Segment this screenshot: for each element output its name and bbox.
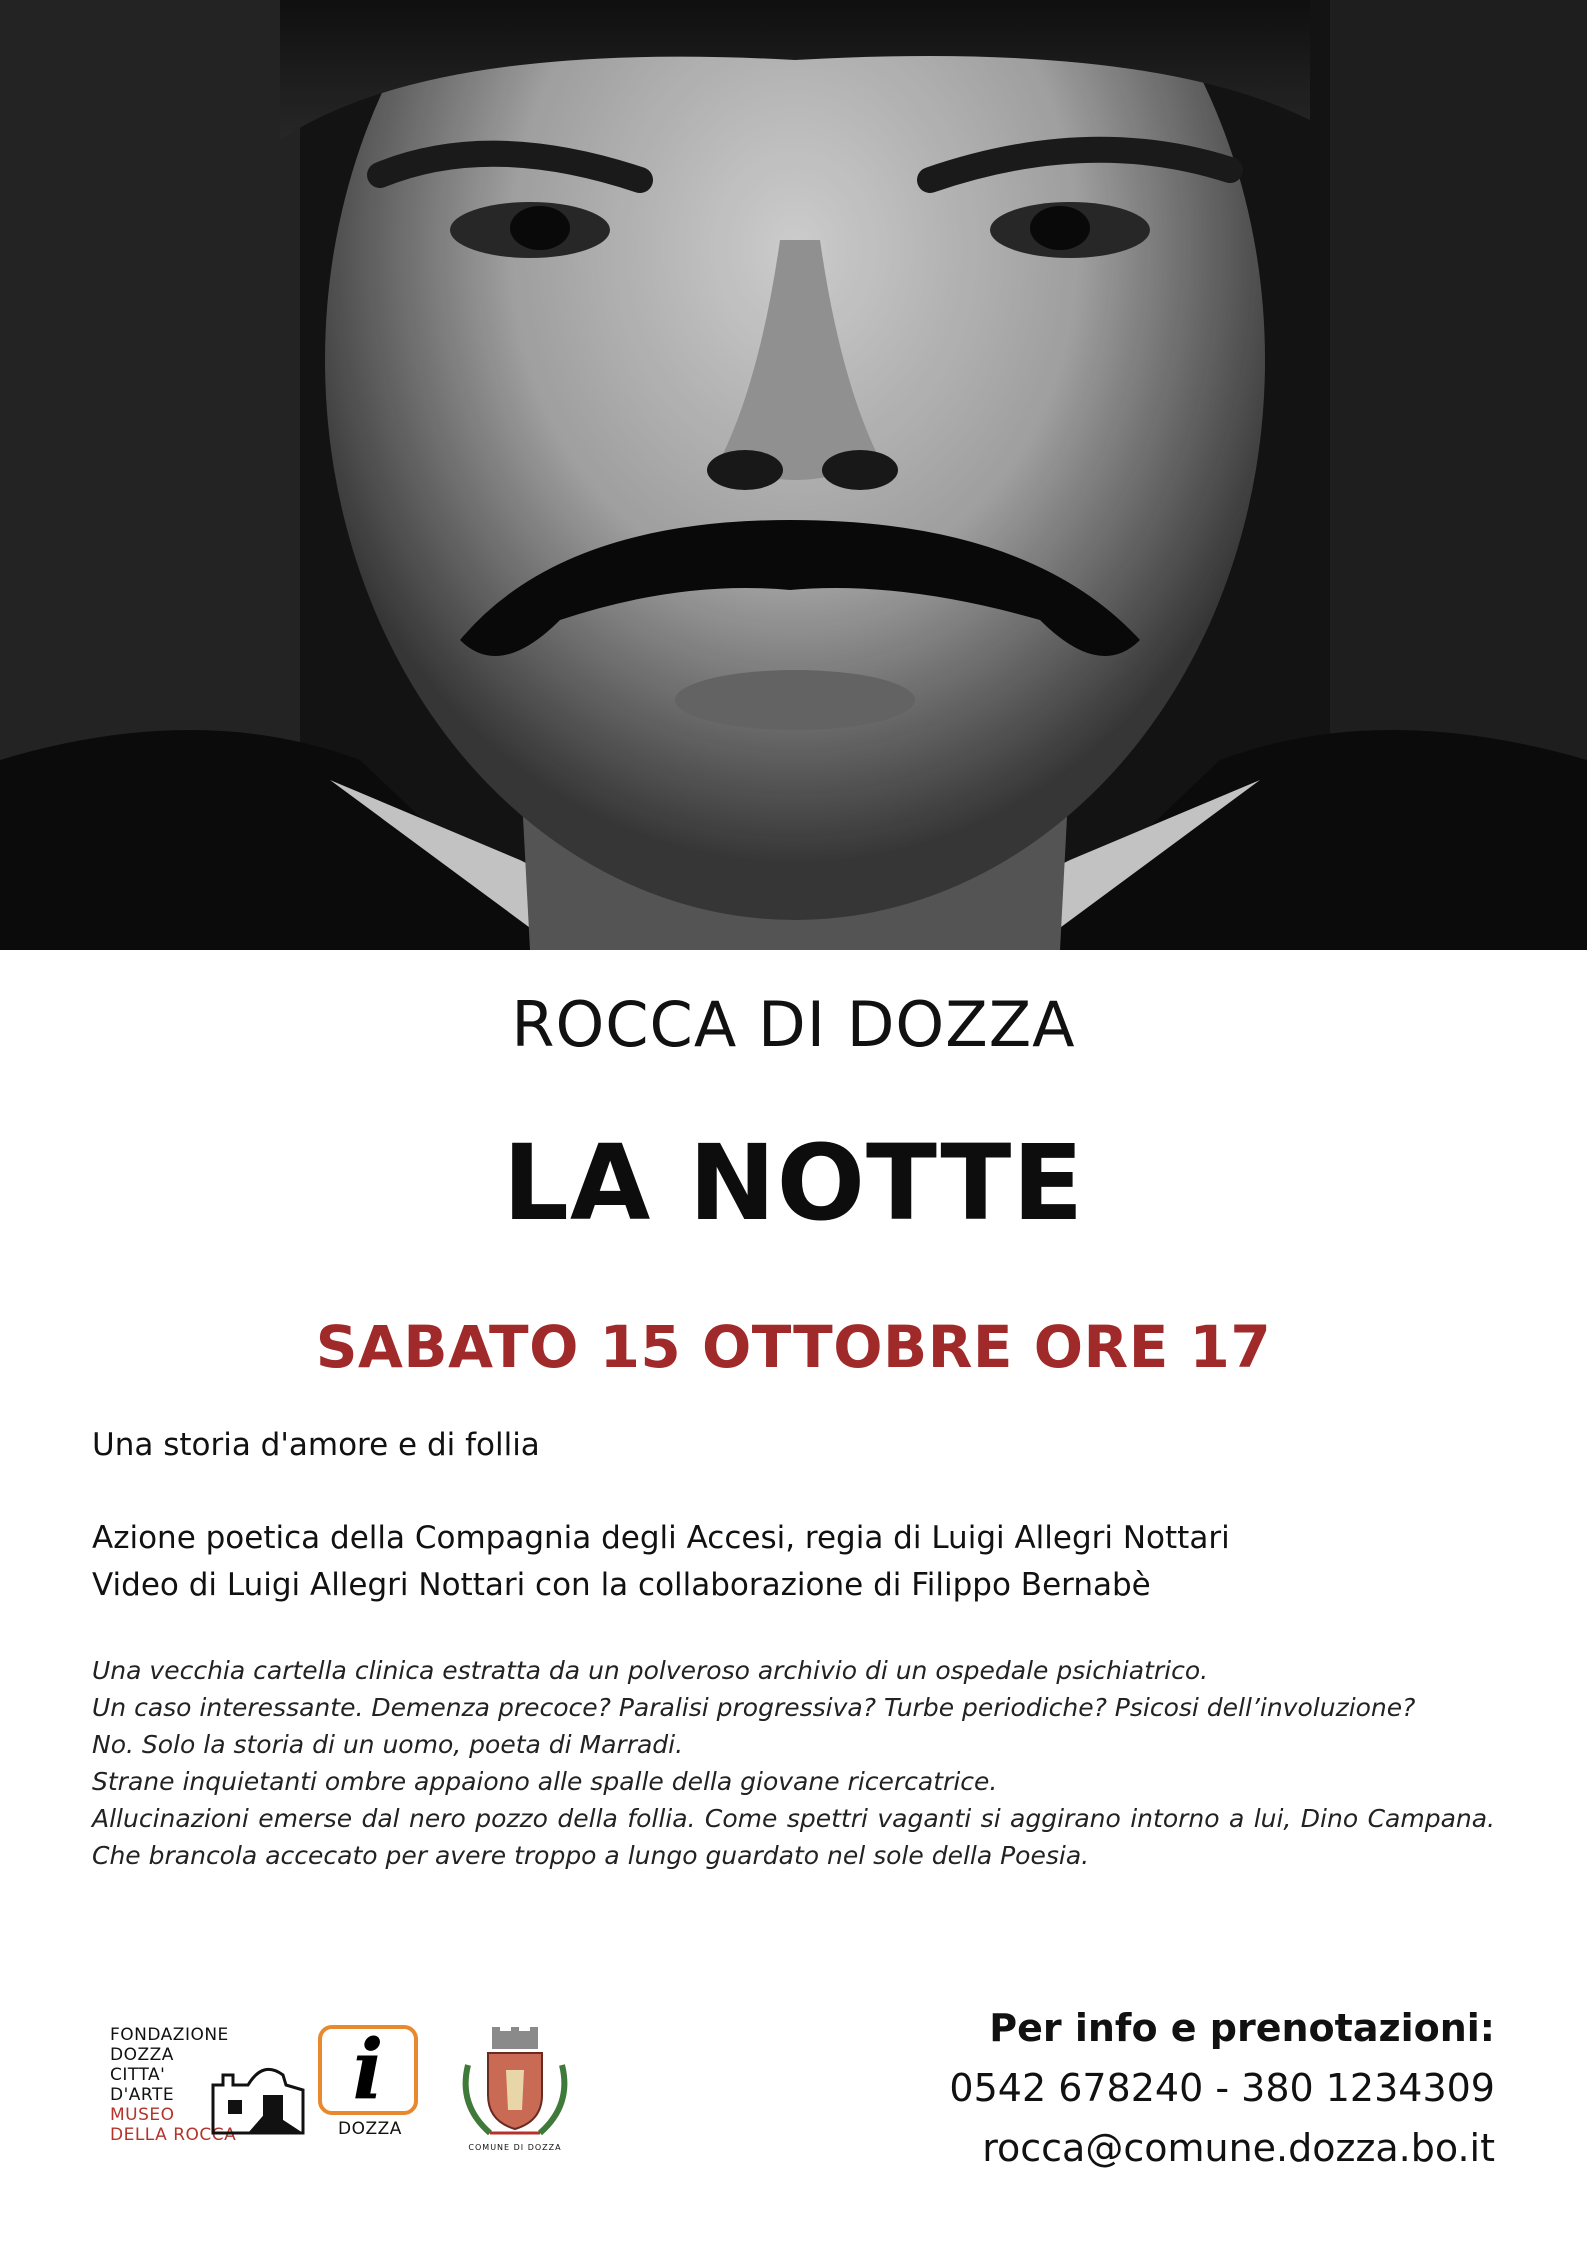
fondazione-line: FONDAZIONE — [110, 2025, 229, 2045]
museo-line: MUSEO — [110, 2105, 175, 2125]
info-icon — [318, 2022, 418, 2118]
tagline: Una storia d'amore e di follia — [92, 1427, 540, 1463]
contact-email[interactable]: rocca@comune.dozza.bo.it — [982, 2126, 1495, 2170]
info-point-label: DOZZA — [338, 2119, 402, 2139]
fondazione-line: CITTA' — [110, 2065, 166, 2085]
fondazione-line: DOZZA — [110, 2045, 174, 2065]
museo-line: DELLA ROCCA — [110, 2125, 237, 2145]
credit-line: Video di Luigi Allegri Nottari con la collaborazione di Filippo Bernabè — [92, 1567, 1151, 1603]
portrait-photo — [0, 0, 1587, 950]
info-letter: i — [352, 2022, 384, 2118]
info-point-logo — [318, 2022, 422, 2139]
fondazione-logo — [110, 2025, 310, 2145]
synopsis-line: Allucinazioni emerse dal nero pozzo della follia. Come spettri vaganti si aggirano intorno a lui, Dino Campana. Che brancola accecato per avere troppo a lungo guardato nel sole della Poesia. — [92, 1804, 1495, 1870]
synopsis-line: Un caso interessante. Demenza precoce? Paralisi progressiva? Turbe periodiche? Psicosi dell’involuzione? — [92, 1693, 1416, 1722]
contact-heading: Per info e prenotazioni: — [989, 2006, 1495, 2050]
credit-line: Azione poetica della Compagnia degli Accesi, regia di Luigi Allegri Nottari — [92, 1520, 1230, 1556]
venue-heading: ROCCA DI DOZZA — [511, 988, 1076, 1061]
comune-caption: COMUNE DI DOZZA — [468, 2143, 562, 2152]
contact-phones: 0542 678240 - 380 1234309 — [949, 2066, 1495, 2110]
comune-crest-logo — [450, 2025, 580, 2155]
credits — [92, 1515, 1492, 1609]
event-title: LA NOTTE — [502, 1122, 1085, 1244]
synopsis-line: Una vecchia cartella clinica estratta da un polveroso archivio di un ospedale psichiatrico. — [92, 1656, 1209, 1685]
synopsis-line: Strane inquietanti ombre appaiono alle spalle della giovane ricercatrice. — [92, 1767, 998, 1796]
synopsis — [92, 1652, 1495, 1874]
contact-block — [949, 1998, 1495, 2178]
event-date: SABATO 15 OTTOBRE ORE 17 — [315, 1313, 1272, 1381]
coat-of-arms-icon — [450, 2025, 580, 2143]
castle-icon — [208, 2055, 308, 2135]
fondazione-line: D'ARTE — [110, 2085, 175, 2105]
synopsis-line: No. Solo la storia di un uomo, poeta di Marradi. — [92, 1730, 684, 1759]
